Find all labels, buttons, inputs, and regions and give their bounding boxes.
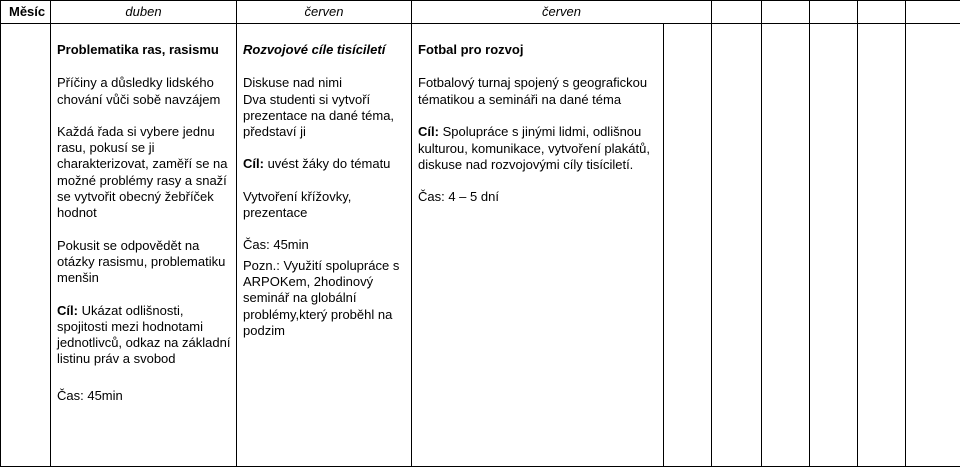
month-label: Měsíc — [1, 1, 51, 24]
topic-text: Příčiny a důsledky lidského chování vůči sobě navzájem — [57, 75, 221, 107]
topic-title: Fotbal pro rozvoj — [418, 42, 524, 57]
topic-text-line: Diskuse nad nimi — [243, 75, 342, 91]
header-empty-cell — [762, 1, 810, 24]
month-april: duben — [51, 1, 237, 24]
topic-text: Fotbalový turnaj spojený s geografickou tématikou a semináři na dané téma — [418, 75, 648, 107]
empty-cell — [810, 24, 858, 467]
note-text: Pozn.: Využití spolupráce s ARPOKem, 2hodinový seminář na globální problémy,který proběhl na podzim — [243, 257, 400, 338]
goal-paragraph — [243, 156, 407, 172]
topic-text-line: Dva studenti si vytvoří prezentace na dané téma, představí ji — [243, 91, 395, 140]
time-text: Čas: 45min — [243, 237, 309, 253]
empty-cell — [664, 24, 712, 467]
goal-text: uvést žáky do tématu — [263, 156, 391, 172]
goal-label: Cíl: — [243, 156, 264, 172]
topic-mdg-cell — [237, 24, 412, 467]
header-empty-cell — [712, 1, 762, 24]
topic-text — [243, 75, 407, 140]
header-empty-cell — [858, 1, 906, 24]
header-empty-cell — [906, 1, 960, 24]
month-june-1: červen — [237, 1, 412, 24]
topic-race-cell — [51, 24, 237, 467]
topic-title: Problematika ras, rasismu — [57, 42, 219, 57]
empty-cell — [1, 24, 51, 467]
empty-cell — [762, 24, 810, 467]
goal-paragraph — [418, 124, 659, 173]
topic-text: Pokusit se odpovědět na otázky rasismu, problematiku menšin — [57, 237, 226, 286]
empty-cell — [858, 24, 906, 467]
goal-text: Spolupráce s jinými lidmi, odlišnou kulturou, komunikace, vytvoření plakátů, diskuse nad rozvojovými cíly tisíciletí. — [418, 124, 650, 172]
month-june-2: červen — [412, 1, 712, 24]
empty-cell — [906, 24, 960, 467]
topic-text: Každá řada si vybere jednu rasu, pokusí se ji charakterizovat, zaměří se na možné problémy rasy a snaží se vytvořit obecný žebříček hodnot — [57, 123, 228, 221]
content-row — [1, 24, 960, 467]
goal-text: Ukázat odlišnosti, spojitosti mezi hodnotami jednotlivců, odkaz na základní listinu práv a svobod — [57, 302, 231, 367]
topic-football-cell — [412, 24, 664, 467]
header-empty-cell — [810, 1, 858, 24]
empty-cell — [712, 24, 762, 467]
goal-paragraph — [57, 303, 232, 368]
goal-label: Cíl: — [418, 124, 439, 140]
goal-label: Cíl: — [57, 302, 78, 318]
header-row — [1, 1, 960, 24]
time-text: Čas: 45min — [57, 387, 123, 403]
topic-title: Rozvojové cíle tisíciletí — [243, 42, 386, 57]
time-text: Čas: 4 – 5 dní — [418, 189, 499, 205]
topic-text: Vytvoření křížovky, prezentace — [243, 188, 352, 221]
